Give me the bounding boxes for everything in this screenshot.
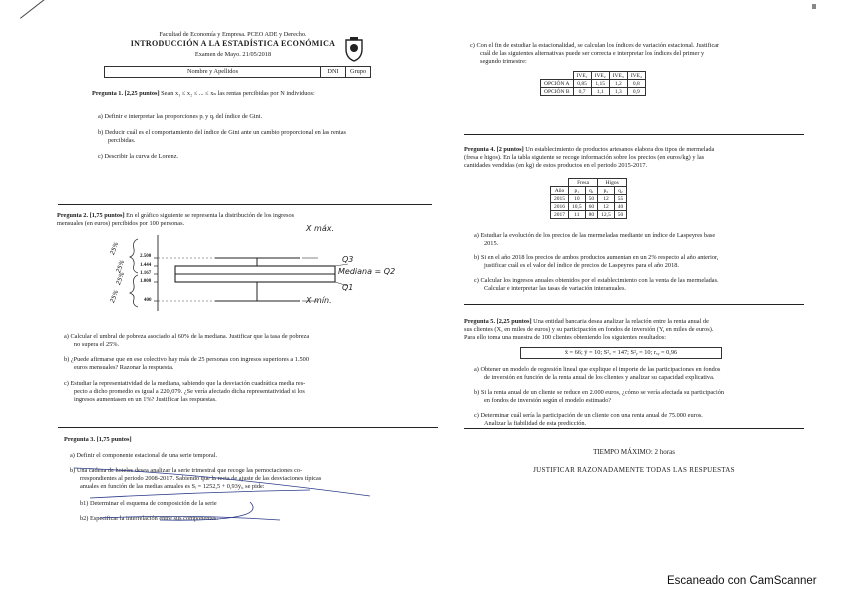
q4-a: a) Estudiar la evolución de los precios de las mermeladas mediante un índice de Laspeyres base [474,232,716,239]
q3-b-cont1: rrespondientes al periodo 2008-2017. Sabiendo que la recta de ajuste de las desviaciones típicas [80,475,322,482]
annotation-q3: Q3 [342,255,354,264]
q2-intro: En el gráfico siguiente se representa la distribución de los ingresos [126,212,295,219]
table-cell: IVE₄ [627,72,645,80]
exam-date: Examen de Mayo. 21/05/2018 [194,51,272,58]
q3-a: a) Definir el componente estacional de una serie temporal. [70,452,218,459]
q5-intro: Una entidad bancaria desea analizar la relación entre la renta anual de [533,318,709,325]
q3c-text-cont1: cuál de las siguientes alternativas puede ser correcta e interpretar los índices del primer y [480,50,705,57]
annotation-median: Mediana = Q2 [338,267,396,276]
q4-intro-cont2: cantidades vendidas (en kg) de estos productos en el periodo 2015-2017. [464,162,648,169]
ive-table [540,71,646,96]
q2-c-cont1: pecto a dicho promedio es igual a 220,079. ¿Se vería afectado dicha representatividad si los [74,388,305,395]
pen-scribble [70,462,400,524]
table-cell: 55 [614,195,627,203]
q3c-text: c) Con el fin de estudiar la estacionalidad, se calculan los índices de variación estacional. Justificar [470,42,720,49]
table-cell: 50 [614,211,627,219]
table-row [541,80,646,88]
student-info-box [104,66,371,78]
table-cell: OPCIÓN B [541,88,574,96]
table-cell: 11 [569,211,586,219]
justify-note: JUSTIFICAR RAZONADAMENTE TODAS LAS RESPUESTAS [533,466,735,474]
q3c-text-cont2: segundo trimestre: [480,58,527,65]
annotation-pct-3: 25% [115,271,127,286]
annotation-pct-2: 25% [115,259,127,274]
table-cell: 2016 [551,203,569,211]
q3-b-cont2: anuales en función de las medias anuales es Sᵢ = 1252,5 + 0,93ȳᵢ, se pide: [80,483,265,490]
q1-title: Pregunta 1. [2,25 puntos] [92,90,160,97]
table-cell: 12 [598,203,615,211]
table-cell: 2017 [551,211,569,219]
table-cell: 50 [585,195,598,203]
table-cell: 0,7 [573,88,591,96]
table-cell: 10,5 [569,203,586,211]
q2-b-cont: euros mensuales? Razonar la respuesta. [74,364,174,371]
q2-b: b) ¿Puede afirmarse que en ese colectivo hay más de 25 personas con ingresos superiores a 1.500 [64,356,309,363]
group-field-label: Grupo [349,68,367,75]
q5-b: b) Si la renta anual de un cliente se reduce en 2.000 euros, ¿cómo se vería afectada su participación [474,389,725,396]
q5-title: Pregunta 5. [2,25 puntos] [464,318,532,325]
q1-intro: Sean x₁ ≤ x₂ ≤ ... ≤ xₙ las rentas percibidas por N individuos: [161,90,315,97]
table-cell: Fresa [569,179,598,187]
table-cell: 10 [569,195,586,203]
table-cell: OPCIÓN A [541,80,574,88]
table-cell: IVE₃ [609,72,627,80]
q1-c: c) Describir la curva de Lorenz. [98,153,179,160]
q2-a: a) Calcular el umbral de pobreza asociado al 60% de la mediana. Justificar que la tasa de pobreza [64,333,310,340]
divider-q5-footer [464,428,804,429]
q4-intro-cont1: (fresa e higos). En la tabla siguiente se recoge información sobre los precios (en euros/kg) y las [464,154,705,161]
q2-c-cont2: ingresos aumentasen en un 1%? Justificar las respuestas. [74,396,217,403]
table-cell: 1,2 [609,80,627,88]
q5-heading [464,318,804,326]
q1-heading [92,90,432,98]
q1-a: a) Definir e interpretar las proporciones pᵢ y qᵢ del índice de Gini. [98,113,263,120]
tick-2500: 2.500 [140,254,152,259]
table-cell: 40 [614,203,627,211]
q4-title: Pregunta 4. [2 puntos] [464,146,524,153]
tick-1000: 1.000 [140,279,152,284]
q4-heading [464,146,804,154]
q5-c: c) Determinar cuál sería la participación de un cliente con una renta anual de 75.000 euros. [474,412,703,419]
q4-b: b) Si en el año 2018 los precios de ambos productos aumentan en un 2% respecto al año anterior, [474,254,719,261]
table-cell: 12 [598,195,615,203]
annotation-pct-1: 25% [109,241,121,256]
divider-q2-q3 [58,427,438,428]
table-group-row [551,179,627,187]
q4-c: c) Calcular los ingresos anuales obtenidos por el establecimiento con la venta de las mermeladas. [474,277,719,284]
table-cell [551,179,569,187]
table-row [541,88,646,96]
table-row [551,195,627,203]
faculty-line: Facultad de Economía y Empresa. PCEO ADE y Derecho. [159,31,307,38]
q2-heading [57,212,437,220]
university-crest-icon [342,36,366,62]
q3-b1: b1) Determinar el esquema de composición de la serie [80,500,217,507]
table-cell: 2015 [551,195,569,203]
table-cell: 80 [585,211,598,219]
divider-q4-q5 [464,304,804,305]
table-cell: 0,8 [627,80,645,88]
table-cell [541,72,574,80]
tick-400: 400 [144,298,152,303]
q5-intro-cont2: Para ello toma una muestra de 100 clientes obteniendo los siguientes resultados: [464,334,666,341]
dni-field-label: DNI [327,68,339,75]
table-cell: 1,1 [591,88,609,96]
table-cell: IVE₂ [591,72,609,80]
scan-corner-line [20,0,52,19]
q2-c: c) Estudiar la representatividad de la mediana, sabiendo que la desviación cuadrática media res- [64,380,306,387]
table-header-row [551,187,627,195]
table-row [551,203,627,211]
q5-intro-cont1: sus clientes (X, en miles de euros) y su participación en fondos de inversión (Y, en miles de euros). [464,326,714,333]
q5-c-cont: Analizar la fiabilidad de esta predicción. [484,420,587,427]
q5-a-cont: de inversión en función de la renta anual de los clientes y analizar su capacidad explicativa. [484,374,715,381]
annotation-xmax: X máx. [306,224,334,233]
table-cell: p₁ [569,187,586,195]
divider-q3-q4 [464,134,804,135]
annotation-q1: Q1 [342,283,354,292]
table-cell: 60 [585,203,598,211]
q1-b: b) Deducir cuál es el comportamiento del índice de Gini ante un cambio proporcional en las rentas [98,129,346,136]
scan-mark [812,4,816,9]
q4-intro: Un establecimiento de productos artesanos elabora dos tipos de mermelada [525,146,715,153]
table-cell: q₂ [614,187,627,195]
q4-b-cont: justificar cuál es el valor del índice de precios de Laspeyres para el año 2018. [484,262,679,269]
q1-b-cont: percibidas. [108,137,136,144]
table-cell: 0,85 [573,80,591,88]
q4-c-cont: Calcular e interpretar las tasas de variación interanuales. [484,285,626,292]
prices-table [550,178,627,219]
table-cell: p₂ [598,187,615,195]
max-time: TIEMPO MÁXIMO: 2 horas [593,448,675,456]
q5-a: a) Obtener un modelo de regresión lineal que explique el importe de las participaciones en fondos [474,366,721,373]
table-row [551,211,627,219]
tick-1167: 1.167 [140,271,152,276]
table-cell: Año [551,187,569,195]
table-cell: 1,15 [591,80,609,88]
q2-title: Pregunta 2. [1,75 puntos] [57,212,125,219]
table-cell: IVE₁ [573,72,591,80]
table-cell: q₁ [585,187,598,195]
boxplot-chart [90,224,420,315]
table-header-row [541,72,646,80]
q3-b: b) Una cadena de hoteles desea analizar la serie trimestral que recoge las pernoctaciones co- [70,467,303,474]
tick-1444: 1.444 [140,263,152,268]
name-field-label: Nombre y Apellidos [186,68,239,75]
table-cell: Higos [598,179,627,187]
annotation-pct-4: 25% [109,289,121,304]
q2-intro-cont: mensuales (en euros) percibidos por 100 personas. [57,220,185,227]
q2-a-cont: no supera el 25%. [74,341,120,348]
divider-q1-q2 [58,204,432,205]
q5-b-cont: en fondos de inversión según el modelo estimado? [484,397,612,404]
table-cell: 12,5 [598,211,615,219]
table-cell: 0,9 [627,88,645,96]
q3-b2: b2) Especificar la interrelación entre sus componentes. [80,515,218,522]
q3-title: Pregunta 3. [1,75 puntos] [64,436,132,443]
course-title: INTRODUCCIÓN A LA ESTADÍSTICA ECONÓMICA [130,39,336,48]
annotation-xmin: X mín. [306,296,332,305]
camscanner-watermark: Escaneado con CamScanner [667,575,817,587]
q5-stats-box: x̄ = 66; ȳ = 10; S²ₓ = 147; S²ᵧ = 10; rₓᵧ = 0,96 [520,347,722,359]
table-cell: 1,3 [609,88,627,96]
q4-a-cont: 2015. [484,240,499,247]
